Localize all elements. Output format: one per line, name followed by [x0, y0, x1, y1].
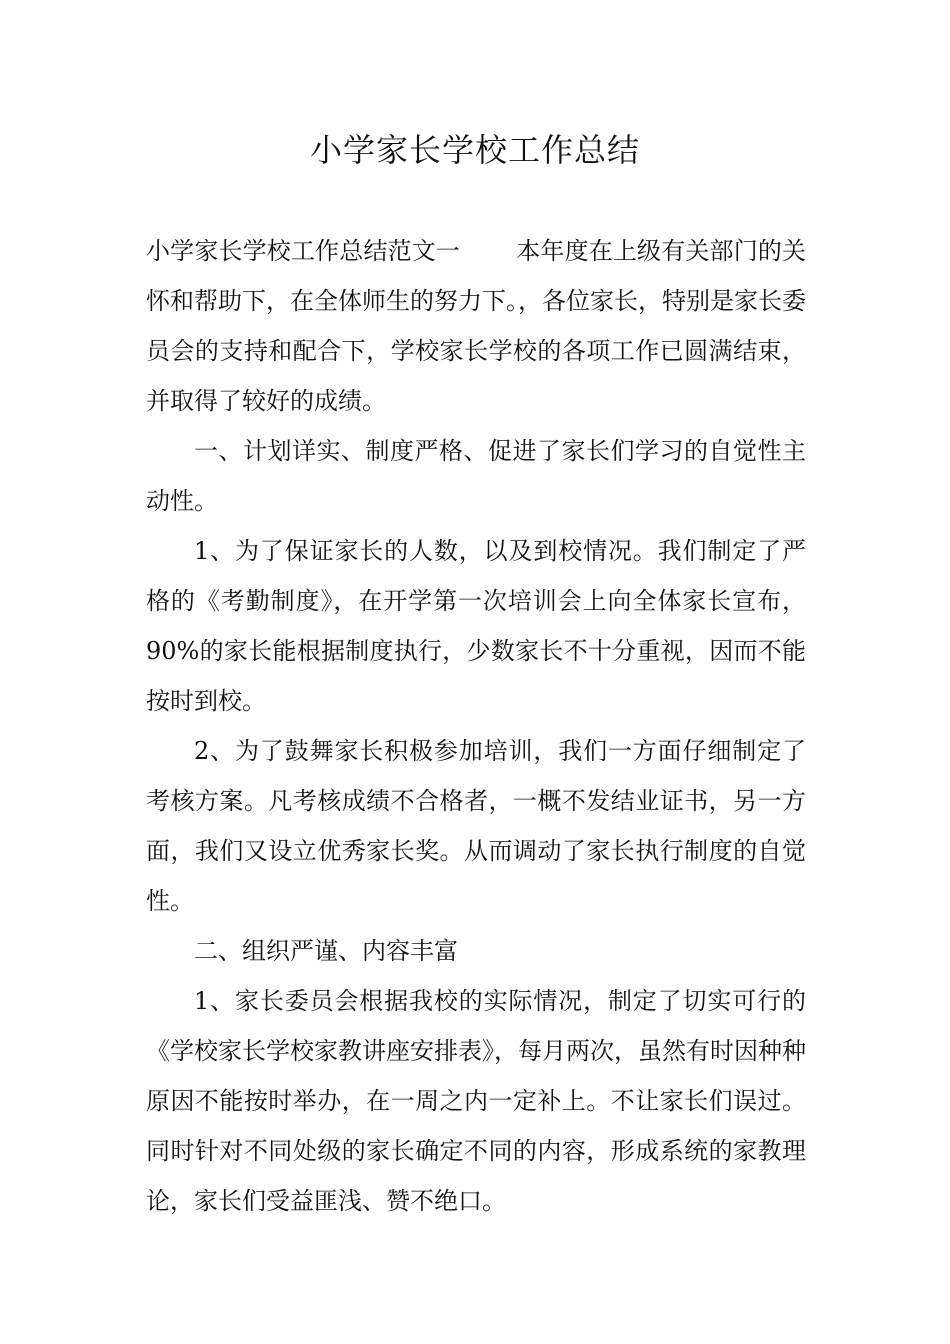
paragraph-item-1-1: 1、为了保证家长的人数，以及到校情况。我们制定了严格的《考勤制度》，在开学第一次培训会上向全体家长宣布，90%的家长能根据制度执行，少数家长不十分重视，因而不能按时到校。: [146, 537, 806, 715]
intro-lead: 小学家长学校工作总结范文一: [146, 237, 461, 265]
section-heading-1: 一、计划详实、制度严格、促进了家长们学习的自觉性主动性。: [146, 437, 806, 515]
intro-text: 本年度在上级有关部门的关怀和帮助下，在全体师生的努力下。，各位家长，特别是家长委员会的支持和配合下，学校家长学校的各项工作已圆满结束，并取得了较好的成绩。: [146, 237, 807, 415]
intro-paragraph: [146, 226, 806, 426]
section-heading-2: 二、组织严谨、内容丰富: [194, 937, 458, 965]
document-title: 小学家长学校工作总结: [309, 131, 640, 169]
paragraph-item-2-1: 1、家长委员会根据我校的实际情况，制定了切实可行的《学校家长学校家教讲座安排表》，每月两次，虽然有时因种种原因不能按时举办，在一周之内一定补上。不让家长们误过。同时针对不同处级的家长确定不同的内容，形成系统的家教理论，家长们受益匪浅、赞不绝口。: [146, 987, 806, 1215]
paragraph-item-1-2: 2、为了鼓舞家长积极参加培训，我们一方面仔细制定了考核方案。凡考核成绩不合格者，一概不发结业证书，另一方面，我们又设立优秀家长奖。从而调动了家长执行制度的自觉性。: [146, 737, 806, 915]
document-body: [146, 226, 806, 1226]
